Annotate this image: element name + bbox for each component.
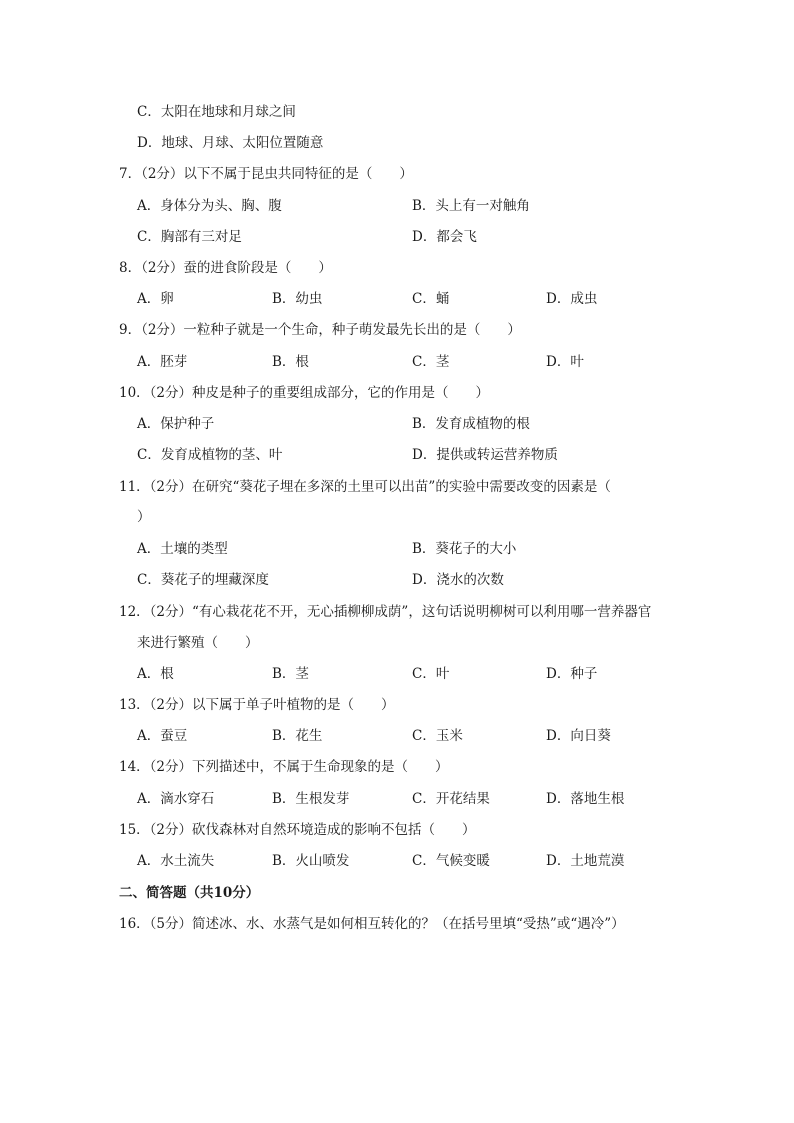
q13-option-d: D．向日葵	[546, 728, 611, 744]
q10-option-d: D．提供或转运营养物质	[412, 447, 558, 463]
q15-option-a: A．水土流失	[137, 853, 215, 869]
q8-option-a: A．卵	[137, 291, 174, 307]
q11-option-d: D．浇水的次数	[412, 572, 504, 588]
question-11-continuation: ）	[137, 509, 151, 525]
q12-option-a: A．根	[137, 666, 174, 682]
option-c: C．太阳在地球和月球之间	[137, 104, 296, 120]
q7-option-d: D．都会飞	[412, 229, 477, 245]
q7-option-a: A．身体分为头、胸、腹	[137, 198, 282, 214]
q13-option-b: B．花生	[272, 728, 323, 744]
q10-option-c: C．发育成植物的茎、叶	[137, 447, 283, 463]
q10-option-b: B．发育成植物的根	[412, 416, 530, 432]
question-11: 11．（2分）在研究“葵花子埋在多深的土里可以出苗”的实验中需要改变的因素是（	[119, 479, 611, 495]
q13-option-a: A．蚕豆	[137, 728, 188, 744]
option-d: D．地球、月球、太阳位置随意	[137, 135, 324, 151]
question-13: 13．（2分）以下属于单子叶植物的是（ ）	[119, 697, 395, 713]
q12-option-b: B．茎	[272, 666, 309, 682]
q14-option-c: C．开花结果	[412, 791, 490, 807]
q9-option-c: C．茎	[412, 354, 450, 370]
q14-option-a: A．滴水穿石	[137, 791, 215, 807]
question-7: 7．（2分）以下不属于昆虫共同特征的是（ ）	[119, 166, 413, 182]
q12-option-d: D．种子	[546, 666, 598, 682]
q11-option-c: C．葵花子的埋藏深度	[137, 572, 269, 588]
q15-option-b: B．火山喷发	[272, 853, 350, 869]
q14-option-d: D．落地生根	[546, 791, 625, 807]
question-12: 12．（2分）“有心栽花花不开，无心插柳柳成荫”，这句话说明柳树可以利用哪一营养器官	[119, 604, 652, 620]
q9-option-d: D．叶	[546, 354, 584, 370]
question-14: 14．（2分）下列描述中，不属于生命现象的是（ ）	[119, 759, 449, 775]
question-8: 8．（2分）蚕的进食阶段是（ ）	[119, 260, 332, 276]
q12-option-c: C．叶	[412, 666, 450, 682]
question-12-continuation: 来进行繁殖（ ）	[137, 635, 259, 651]
question-15: 15．（2分）砍伐森林对自然环境造成的影响不包括（ ）	[119, 822, 476, 838]
q11-option-a: A．土壤的类型	[137, 541, 228, 557]
q10-option-a: A．保护种子	[137, 416, 215, 432]
q14-option-b: B．生根发芽	[272, 791, 350, 807]
question-10: 10．（2分）种皮是种子的重要组成部分，它的作用是（ ）	[119, 385, 490, 401]
q7-option-b: B．头上有一对触角	[412, 198, 530, 214]
q7-option-c: C．胸部有三对足	[137, 229, 242, 245]
question-9: 9．（2分）一粒种子就是一个生命，种子萌发最先长出的是（ ）	[119, 322, 521, 338]
q8-option-b: B．幼虫	[272, 291, 323, 307]
q13-option-c: C．玉米	[412, 728, 463, 744]
q9-option-a: A．胚芽	[137, 354, 188, 370]
question-16: 16．（5分）简述冰、水、水蒸气是如何相互转化的？（在括号里填“受热”或“遇冷”）	[119, 916, 625, 932]
q11-option-b: B．葵花子的大小	[412, 541, 517, 557]
q15-option-d: D．土地荒漠	[546, 853, 625, 869]
q8-option-c: C．蛹	[412, 291, 450, 307]
q15-option-c: C．气候变暖	[412, 853, 490, 869]
q9-option-b: B．根	[272, 354, 309, 370]
q8-option-d: D．成虫	[546, 291, 598, 307]
section-heading: 二、简答题（共10分）	[119, 885, 260, 901]
